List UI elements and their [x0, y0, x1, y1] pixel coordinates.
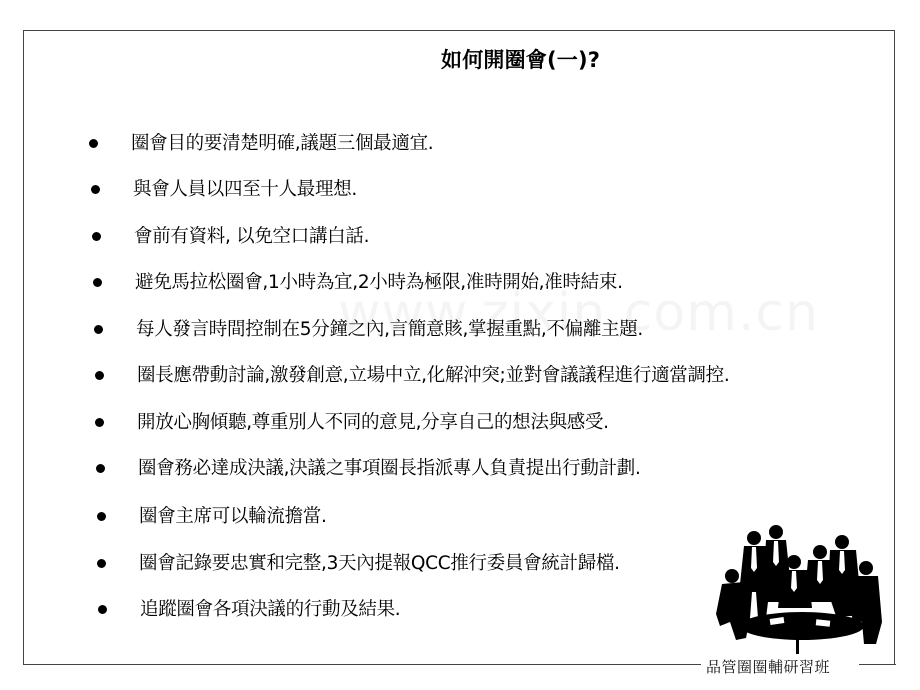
person-shirt [773, 541, 779, 566]
bullet-text: 會前有資料, 以免空口講白話. [134, 226, 370, 247]
bullet-dot [94, 325, 103, 334]
bullet-text: 避免馬拉松圈會,1小時為宜,2小時為極限,准時開始,准時結束. [135, 272, 623, 293]
person-head [747, 531, 761, 545]
person-head [813, 545, 827, 559]
bullet-dot [97, 559, 106, 568]
slide-title: 如何開圈會(一)? [441, 48, 601, 72]
bullet-dot [89, 139, 98, 148]
bullet-dot [92, 232, 101, 241]
meeting-group-clipart [716, 522, 882, 654]
frame-bottom-line-left [23, 664, 701, 665]
person-shirt [791, 571, 797, 592]
person-shirt [839, 551, 845, 574]
bullet-dot [91, 185, 100, 194]
bullet-dot [98, 605, 107, 614]
bullet-text: 圈會目的要清楚明確,議題三個最適宜. [131, 133, 434, 154]
person-shirt [751, 547, 757, 572]
bullet-text: 與會人員以四至十人最理想. [133, 179, 357, 200]
person-head [787, 555, 801, 569]
bullet-dot [97, 512, 106, 521]
person-head [725, 569, 739, 583]
bullet-dot [95, 371, 104, 380]
person-head [835, 535, 849, 549]
bullet-dot [93, 278, 102, 287]
person-shirt [817, 561, 823, 584]
bullet-dot [95, 418, 104, 427]
bullet-text: 圈長應帶動討論,激發創意,立場中立,化解沖突;並對會議議程進行適當調控. [137, 365, 730, 386]
person-body [852, 576, 882, 644]
footer-label: 品管圈圈輔研習班 [706, 658, 831, 676]
bullet-text: 開放心胸傾聽,尊重別人不同的意見,分享自己的想法與感受. [137, 412, 609, 433]
bullet-text: 圈會記錄要忠實和完整,3天內提報QCC推行委員會統計歸檔. [139, 553, 620, 574]
bullet-text: 每人發言時間控制在5分鐘之內,言簡意賅,掌握重點,不偏離主題. [136, 319, 643, 340]
table-leg [796, 626, 799, 654]
bullet-dot [96, 464, 105, 473]
person-head [859, 561, 873, 575]
bullet-text: 追蹤圈會各項決議的行動及結果. [140, 599, 401, 620]
frame-bottom-line-right [859, 664, 896, 665]
bullet-text: 圈會務必達成決議,決議之事項圈長指派專人負責提出行動計劃. [138, 458, 641, 479]
bullet-text: 圈會主席可以輪流擔當. [139, 506, 327, 527]
person-head [769, 525, 783, 539]
